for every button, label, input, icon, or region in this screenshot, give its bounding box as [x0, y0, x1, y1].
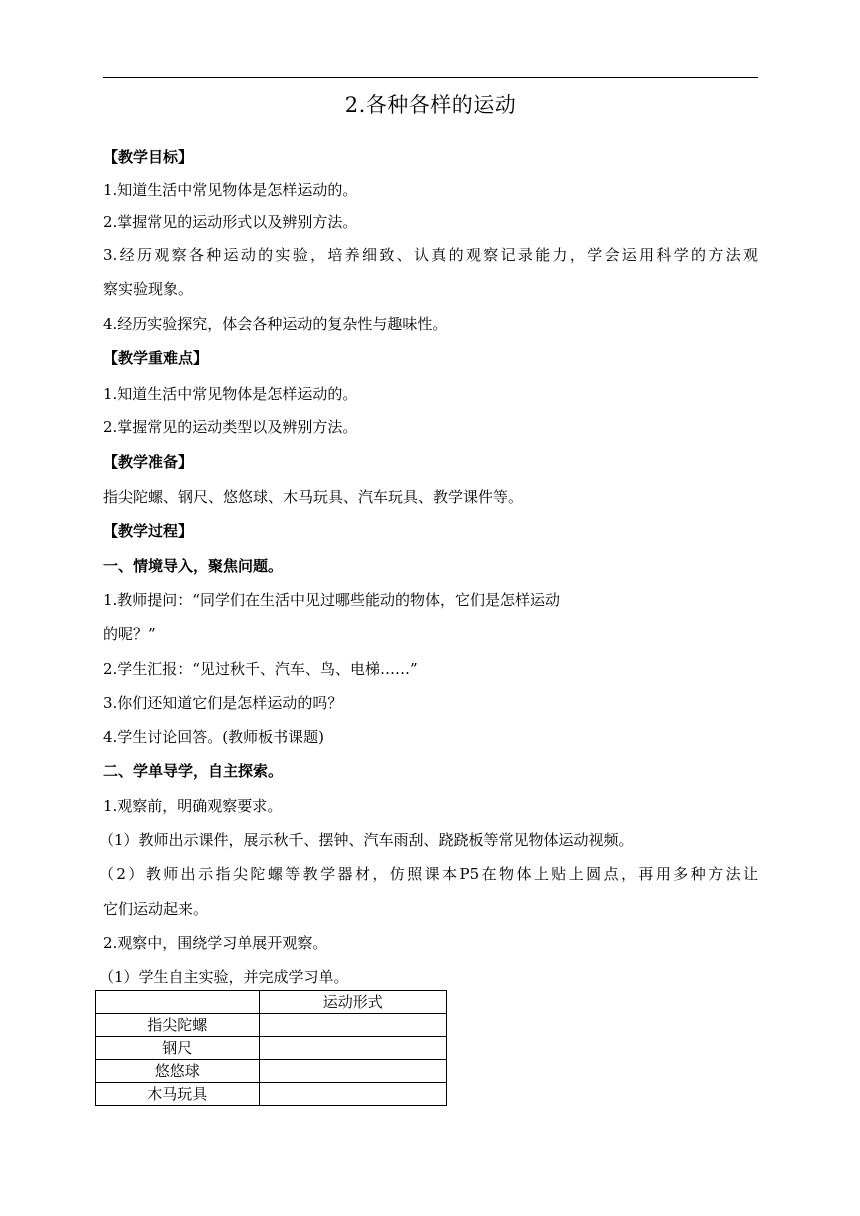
paragraph-line: 察实验现象。 — [103, 280, 194, 298]
paragraph-line: 2.掌握常见的运动形式以及辨别方法。 — [103, 213, 358, 231]
table-cell-motion — [259, 1037, 446, 1060]
paragraph-line: （1）学生自主实验，并完成学习单。 — [99, 968, 349, 986]
paragraph-line: 1.教师提问：“同学们在生活中见过哪些能动的物体，它们是怎样运动 — [103, 591, 560, 609]
paragraph-line: 1.知道生活中常见物体是怎样运动的。 — [103, 181, 358, 199]
paragraph-line: 它们运动起来。 — [103, 900, 209, 918]
paragraph-line: （2）教师出示指尖陀螺等教学器材，仿照课本P5在物体上贴上圆点，再用多种方法让 — [99, 865, 758, 883]
paragraph-line: 4.学生讨论回答。(教师板书课题) — [103, 728, 325, 746]
paragraph-line: 3.经历观察各种运动的实验，培养细致、认真的观察记录能力，学会运用科学的方法观 — [103, 246, 758, 264]
paragraph-line: 3.你们还知道它们是怎样运动的吗？ — [103, 694, 343, 712]
table-header-row — [96, 991, 447, 1014]
table-cell-object: 钢尺 — [96, 1037, 260, 1060]
paragraph-line: 2.掌握常见的运动类型以及辨别方法。 — [103, 418, 358, 436]
section-heading-objectives: 【教学目标】 — [103, 148, 194, 166]
table-row — [96, 1083, 447, 1106]
table-row — [96, 1014, 447, 1037]
table-header-cell: 运动形式 — [259, 991, 446, 1014]
subsection-heading-2: 二、学单导学，自主探索。 — [103, 762, 284, 780]
paragraph-line: 指尖陀螺、钢尺、悠悠球、木马玩具、汽车玩具、教学课件等。 — [103, 488, 524, 506]
header-rule — [103, 77, 758, 78]
paragraph-line: 4.经历实验探究，体会各种运动的复杂性与趣味性。 — [103, 315, 448, 333]
table-cell-object: 指尖陀螺 — [96, 1014, 260, 1037]
paragraph-line: 2.学生汇报：“见过秋千、汽车、鸟、电梯……” — [103, 660, 418, 678]
table-cell-motion — [259, 1083, 446, 1106]
table-row — [96, 1037, 447, 1060]
paragraph-line: 的呢？” — [103, 625, 156, 643]
study-sheet-table — [95, 990, 447, 1106]
subsection-heading-1: 一、情境导入，聚焦问题。 — [103, 557, 284, 575]
section-heading-key-points: 【教学重难点】 — [103, 349, 209, 367]
table-row — [96, 1060, 447, 1083]
section-heading-preparation: 【教学准备】 — [103, 453, 194, 471]
table-cell-object: 木马玩具 — [96, 1083, 260, 1106]
table-cell-motion — [259, 1014, 446, 1037]
section-heading-process: 【教学过程】 — [103, 522, 194, 540]
table-cell-object: 悠悠球 — [96, 1060, 260, 1083]
paragraph-line: 1.知道生活中常见物体是怎样运动的。 — [103, 385, 358, 403]
paragraph-line: （1）教师出示课件，展示秋千、摆钟、汽车雨刮、跷跷板等常见物体运动视频。 — [99, 831, 634, 849]
table-cell-motion — [259, 1060, 446, 1083]
paragraph-line: 2.观察中，围绕学习单展开观察。 — [103, 934, 328, 952]
document-title: 2.各种各样的运动 — [344, 93, 517, 117]
paragraph-line: 1.观察前，明确观察要求。 — [103, 797, 283, 815]
table-header-cell — [96, 991, 260, 1014]
